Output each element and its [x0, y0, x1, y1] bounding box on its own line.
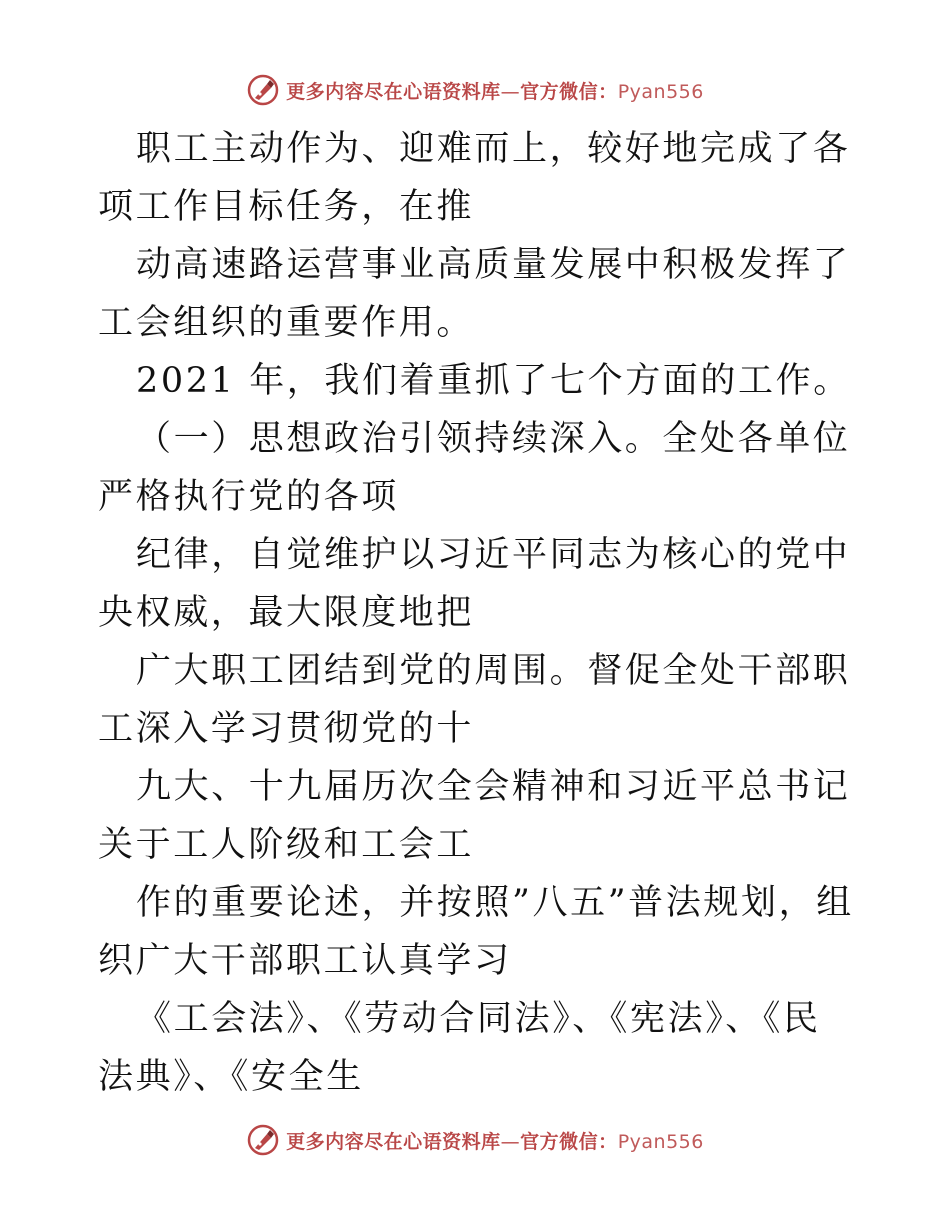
pen-nib-logo-icon	[246, 1123, 280, 1157]
watermark-text	[286, 77, 704, 104]
watermark-wechat-id: Pyan556	[617, 80, 704, 103]
footer-watermark-banner	[0, 1120, 950, 1160]
paragraph	[98, 120, 858, 236]
paragraph	[98, 352, 858, 410]
watermark-main-text: 更多内容尽在心语资料库	[286, 1130, 501, 1153]
watermark-wechat-label: 官方微信：	[520, 80, 618, 103]
paragraph-line: 组织的重要作用。	[173, 303, 475, 343]
paragraph	[98, 758, 858, 874]
paragraph-line: 执行党的各项	[173, 477, 399, 517]
paragraph-line: 入学习贯彻党的十	[173, 709, 475, 749]
paragraph-line: （一）思想政治引领持续深入。全处各单位严格	[98, 419, 851, 517]
paragraph-line: 广大职工团结到党的周围。督促全处干部职工深	[98, 651, 851, 749]
paragraph-line: 法典》、《安全生	[98, 1057, 364, 1097]
paragraph-line: 动高速路运营事业高质量发展中积极发挥了工会	[98, 245, 851, 343]
paragraph	[98, 236, 858, 352]
watermark-wechat-id: Pyan556	[617, 1130, 704, 1153]
paragraph	[98, 874, 858, 990]
document-body	[98, 120, 858, 1106]
paragraph	[98, 526, 858, 642]
paragraph	[98, 642, 858, 758]
pen-nib-logo-icon	[246, 73, 280, 107]
paragraph	[98, 410, 858, 526]
paragraph-line: 《工会法》、《劳动合同法》、《宪法》、《民	[136, 999, 821, 1039]
paragraph-line: 威，最大限度地把	[173, 593, 475, 633]
paragraph-line: 广大干部职工认真学习	[135, 941, 512, 981]
watermark-text	[286, 1127, 704, 1154]
paragraph-line: 九大、十九届历次全会精神和习近平总书记关于	[98, 767, 851, 865]
watermark-main-text: 更多内容尽在心语资料库	[286, 80, 501, 103]
watermark-wechat-label: 官方微信：	[520, 1130, 618, 1153]
header-watermark-banner	[0, 70, 950, 110]
watermark-dash: —	[500, 80, 521, 103]
paragraph-line: 纪律，自觉维护以习近平同志为核心的党中央权	[98, 535, 851, 633]
paragraph-line: 作目标任务，在推	[173, 187, 475, 227]
watermark-dash: —	[500, 1130, 521, 1153]
paragraph	[98, 990, 858, 1106]
paragraph-line: 工人阶级和工会工	[173, 825, 475, 865]
paragraph-line: 2021 年，我们着重抓了七个方面的工作。	[136, 361, 851, 401]
paragraph-line: 作的重要论述，并按照”八五”普法规划，组织	[98, 883, 854, 981]
paragraph-line: 职工主动作为、迎难而上，较好地完成了各项工	[98, 129, 851, 227]
